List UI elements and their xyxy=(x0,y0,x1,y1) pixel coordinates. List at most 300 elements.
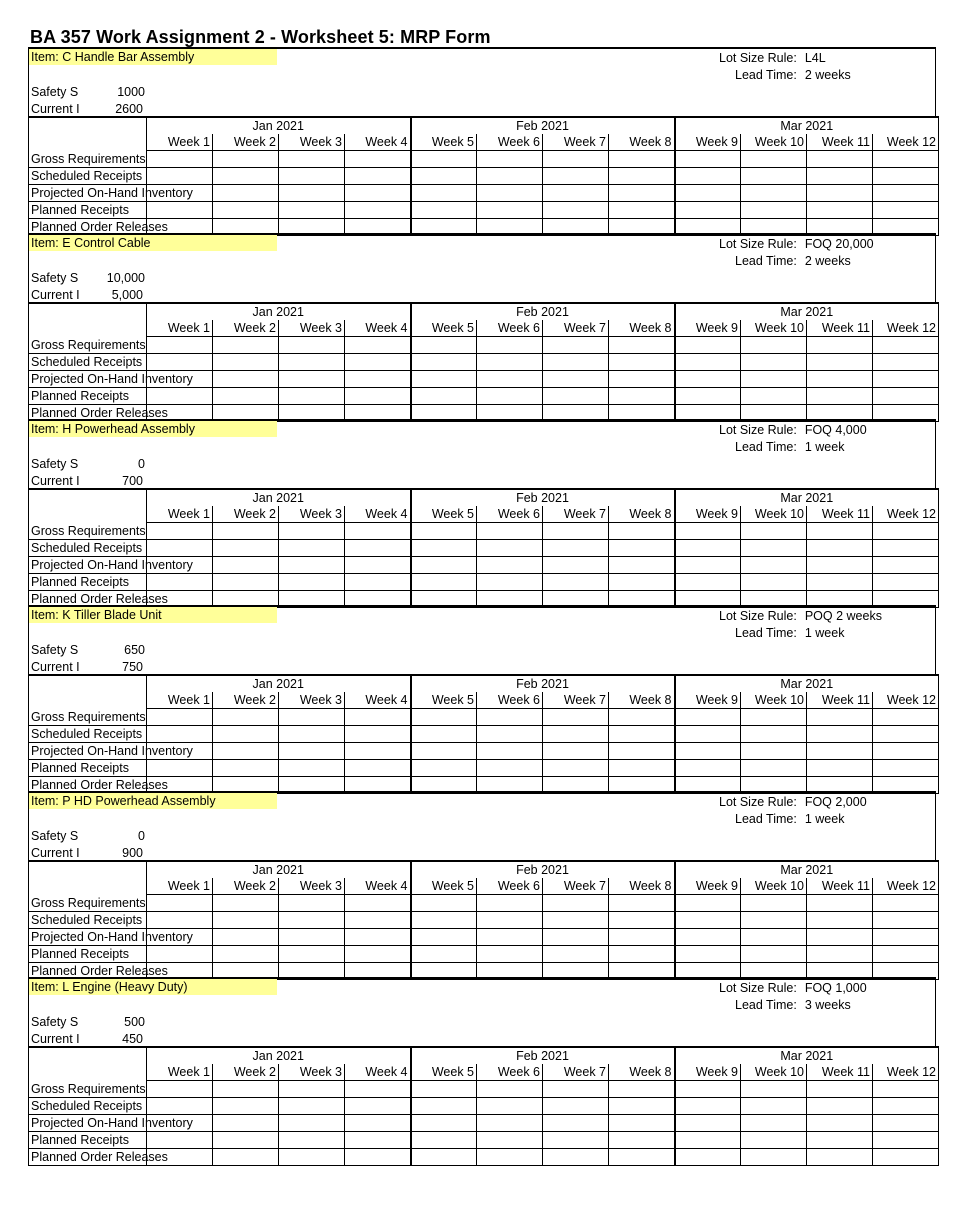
entry-cell[interactable] xyxy=(807,371,873,388)
entry-cell[interactable] xyxy=(477,929,543,946)
entry-cell[interactable] xyxy=(147,726,213,743)
entry-cell[interactable] xyxy=(411,1098,477,1115)
entry-cell[interactable] xyxy=(213,1149,279,1166)
entry-cell[interactable] xyxy=(477,1149,543,1166)
entry-cell[interactable] xyxy=(411,743,477,760)
entry-cell[interactable] xyxy=(543,946,609,963)
entry-cell[interactable] xyxy=(543,523,609,540)
entry-cell[interactable] xyxy=(741,168,807,185)
entry-cell[interactable] xyxy=(741,743,807,760)
entry-cell[interactable] xyxy=(675,388,741,405)
entry-cell[interactable] xyxy=(873,709,939,726)
entry-cell[interactable] xyxy=(609,185,675,202)
entry-cell[interactable] xyxy=(477,388,543,405)
entry-cell[interactable] xyxy=(609,337,675,354)
entry-cell[interactable] xyxy=(477,168,543,185)
entry-cell[interactable] xyxy=(477,557,543,574)
entry-cell[interactable] xyxy=(213,760,279,777)
entry-cell[interactable] xyxy=(741,354,807,371)
entry-cell[interactable] xyxy=(411,1081,477,1098)
entry-cell[interactable] xyxy=(675,540,741,557)
entry-cell[interactable] xyxy=(213,912,279,929)
entry-cell[interactable] xyxy=(543,151,609,168)
entry-cell[interactable] xyxy=(147,946,213,963)
entry-cell[interactable] xyxy=(213,202,279,219)
entry-cell[interactable] xyxy=(609,540,675,557)
entry-cell[interactable] xyxy=(213,726,279,743)
entry-cell[interactable] xyxy=(873,388,939,405)
entry-cell[interactable] xyxy=(741,709,807,726)
month-header: Mar 2021 xyxy=(675,489,939,506)
entry-cell[interactable] xyxy=(345,912,411,929)
entry-cell[interactable] xyxy=(345,760,411,777)
entry-cell[interactable] xyxy=(213,929,279,946)
entry-cell[interactable] xyxy=(807,168,873,185)
entry-cell[interactable] xyxy=(345,1081,411,1098)
entry-cell[interactable] xyxy=(741,540,807,557)
entry-cell[interactable] xyxy=(675,557,741,574)
entry-cell[interactable] xyxy=(807,726,873,743)
entry-cell[interactable] xyxy=(543,1115,609,1132)
entry-cell[interactable] xyxy=(213,168,279,185)
entry-cell[interactable] xyxy=(477,202,543,219)
entry-cell[interactable] xyxy=(279,1098,345,1115)
entry-cell[interactable] xyxy=(345,337,411,354)
entry-cell[interactable] xyxy=(675,1098,741,1115)
entry-cell[interactable] xyxy=(543,912,609,929)
entry-cell[interactable] xyxy=(543,1098,609,1115)
entry-cell[interactable] xyxy=(543,726,609,743)
entry-cell[interactable] xyxy=(147,151,213,168)
entry-cell[interactable] xyxy=(411,168,477,185)
entry-cell[interactable] xyxy=(345,185,411,202)
entry-cell[interactable] xyxy=(411,185,477,202)
entry-cell[interactable] xyxy=(345,743,411,760)
entry-cell[interactable] xyxy=(675,574,741,591)
entry-cell[interactable] xyxy=(675,946,741,963)
entry-cell[interactable] xyxy=(213,557,279,574)
entry-cell[interactable] xyxy=(609,168,675,185)
row-label: Planned Order Releases xyxy=(31,220,168,234)
entry-cell[interactable] xyxy=(213,1115,279,1132)
entry-cell[interactable] xyxy=(477,709,543,726)
entry-cell[interactable] xyxy=(477,1132,543,1149)
entry-cell[interactable] xyxy=(543,388,609,405)
entry-cell[interactable] xyxy=(741,929,807,946)
entry-cell[interactable] xyxy=(411,151,477,168)
entry-cell[interactable] xyxy=(741,557,807,574)
entry-cell[interactable] xyxy=(543,168,609,185)
entry-cell[interactable] xyxy=(147,1098,213,1115)
entry-cell[interactable] xyxy=(213,185,279,202)
entry-cell[interactable] xyxy=(477,1115,543,1132)
entry-cell[interactable] xyxy=(609,743,675,760)
entry-cell[interactable] xyxy=(873,371,939,388)
entry-cell[interactable] xyxy=(873,929,939,946)
entry-cell[interactable] xyxy=(807,337,873,354)
entry-cell[interactable] xyxy=(543,337,609,354)
entry-cell[interactable] xyxy=(873,557,939,574)
entry-cell[interactable] xyxy=(609,1132,675,1149)
entry-cell[interactable] xyxy=(147,337,213,354)
entry-cell[interactable] xyxy=(675,1132,741,1149)
entry-cell[interactable] xyxy=(147,523,213,540)
entry-cell[interactable] xyxy=(609,912,675,929)
entry-cell[interactable] xyxy=(147,1132,213,1149)
entry-cell[interactable] xyxy=(741,523,807,540)
entry-cell[interactable] xyxy=(279,540,345,557)
entry-cell[interactable] xyxy=(279,371,345,388)
entry-cell[interactable] xyxy=(213,1081,279,1098)
entry-cell[interactable] xyxy=(675,895,741,912)
entry-cell[interactable] xyxy=(279,185,345,202)
entry-cell[interactable] xyxy=(873,760,939,777)
entry-cell[interactable] xyxy=(675,151,741,168)
entry-cell[interactable] xyxy=(213,337,279,354)
week-header: Week 5 xyxy=(411,320,477,337)
entry-cell[interactable] xyxy=(411,895,477,912)
entry-cell[interactable] xyxy=(279,388,345,405)
entry-cell[interactable] xyxy=(873,912,939,929)
entry-cell[interactable] xyxy=(807,895,873,912)
entry-cell[interactable] xyxy=(543,540,609,557)
entry-cell[interactable] xyxy=(675,709,741,726)
entry-cell[interactable] xyxy=(807,1149,873,1166)
entry-cell[interactable] xyxy=(411,540,477,557)
entry-cell[interactable] xyxy=(279,337,345,354)
entry-cell[interactable] xyxy=(477,1098,543,1115)
entry-cell[interactable] xyxy=(543,557,609,574)
entry-cell[interactable] xyxy=(411,929,477,946)
entry-cell[interactable] xyxy=(609,929,675,946)
entry-cell[interactable] xyxy=(147,540,213,557)
entry-cell[interactable] xyxy=(147,574,213,591)
entry-cell[interactable] xyxy=(213,574,279,591)
entry-cell[interactable] xyxy=(741,388,807,405)
entry-cell[interactable] xyxy=(609,726,675,743)
entry-cell[interactable] xyxy=(807,1132,873,1149)
entry-cell[interactable] xyxy=(147,354,213,371)
entry-cell[interactable] xyxy=(411,574,477,591)
entry-cell[interactable] xyxy=(345,523,411,540)
entry-cell[interactable] xyxy=(741,1132,807,1149)
entry-cell[interactable] xyxy=(279,168,345,185)
entry-cell[interactable] xyxy=(873,354,939,371)
entry-cell[interactable] xyxy=(675,337,741,354)
entry-cell[interactable] xyxy=(609,895,675,912)
entry-cell[interactable] xyxy=(675,912,741,929)
entry-cell[interactable] xyxy=(873,337,939,354)
entry-cell[interactable] xyxy=(807,743,873,760)
entry-cell[interactable] xyxy=(345,202,411,219)
entry-cell[interactable] xyxy=(873,1098,939,1115)
entry-cell[interactable] xyxy=(279,946,345,963)
entry-cell[interactable] xyxy=(807,540,873,557)
entry-cell[interactable] xyxy=(873,1081,939,1098)
entry-cell[interactable] xyxy=(675,371,741,388)
entry-cell[interactable] xyxy=(411,1132,477,1149)
entry-cell[interactable] xyxy=(609,202,675,219)
entry-cell[interactable] xyxy=(213,743,279,760)
entry-cell[interactable] xyxy=(543,1149,609,1166)
entry-cell[interactable] xyxy=(213,523,279,540)
entry-cell[interactable] xyxy=(807,523,873,540)
entry-cell[interactable] xyxy=(807,912,873,929)
entry-cell[interactable] xyxy=(345,557,411,574)
entry-cell[interactable] xyxy=(147,760,213,777)
entry-cell[interactable] xyxy=(873,168,939,185)
entry-cell[interactable] xyxy=(345,946,411,963)
entry-cell[interactable] xyxy=(477,1081,543,1098)
entry-cell[interactable] xyxy=(543,1132,609,1149)
entry-cell[interactable] xyxy=(609,388,675,405)
entry-cell[interactable] xyxy=(675,1081,741,1098)
entry-cell[interactable] xyxy=(543,709,609,726)
entry-cell[interactable] xyxy=(411,388,477,405)
entry-cell[interactable] xyxy=(411,354,477,371)
entry-cell[interactable] xyxy=(675,1115,741,1132)
entry-cell[interactable] xyxy=(807,1081,873,1098)
entry-cell[interactable] xyxy=(411,709,477,726)
entry-cell[interactable] xyxy=(873,946,939,963)
entry-cell[interactable] xyxy=(741,1081,807,1098)
entry-cell[interactable] xyxy=(807,151,873,168)
entry-cell[interactable] xyxy=(873,895,939,912)
entry-cell[interactable] xyxy=(873,151,939,168)
entry-cell[interactable] xyxy=(741,760,807,777)
entry-cell[interactable] xyxy=(213,946,279,963)
entry-cell[interactable] xyxy=(213,540,279,557)
entry-cell[interactable] xyxy=(477,574,543,591)
lead-time-label: Lead Time: xyxy=(735,440,797,454)
entry-cell[interactable] xyxy=(213,895,279,912)
entry-cell[interactable] xyxy=(741,1149,807,1166)
entry-cell[interactable] xyxy=(741,371,807,388)
entry-cell[interactable] xyxy=(213,1098,279,1115)
entry-cell[interactable] xyxy=(279,929,345,946)
entry-cell[interactable] xyxy=(279,743,345,760)
entry-cell[interactable] xyxy=(345,371,411,388)
entry-cell[interactable] xyxy=(675,354,741,371)
entry-cell[interactable] xyxy=(609,1081,675,1098)
entry-cell[interactable] xyxy=(345,929,411,946)
entry-cell[interactable] xyxy=(345,726,411,743)
entry-cell[interactable] xyxy=(279,912,345,929)
entry-cell[interactable] xyxy=(279,1115,345,1132)
entry-cell[interactable] xyxy=(609,1098,675,1115)
entry-cell[interactable] xyxy=(675,523,741,540)
entry-cell[interactable] xyxy=(279,523,345,540)
entry-cell[interactable] xyxy=(147,168,213,185)
entry-cell[interactable] xyxy=(873,743,939,760)
entry-cell[interactable] xyxy=(807,354,873,371)
entry-cell[interactable] xyxy=(543,185,609,202)
entry-cell[interactable] xyxy=(411,946,477,963)
entry-cell[interactable] xyxy=(477,523,543,540)
entry-cell[interactable] xyxy=(477,540,543,557)
entry-cell[interactable] xyxy=(411,371,477,388)
entry-cell[interactable] xyxy=(477,726,543,743)
entry-cell[interactable] xyxy=(741,895,807,912)
entry-cell[interactable] xyxy=(543,743,609,760)
entry-cell[interactable] xyxy=(279,354,345,371)
entry-cell[interactable] xyxy=(741,574,807,591)
row-label-cell xyxy=(29,371,193,388)
entry-cell[interactable] xyxy=(411,202,477,219)
entry-cell[interactable] xyxy=(807,946,873,963)
entry-cell[interactable] xyxy=(741,1098,807,1115)
entry-cell[interactable] xyxy=(609,523,675,540)
entry-cell[interactable] xyxy=(741,151,807,168)
entry-cell[interactable] xyxy=(807,1115,873,1132)
entry-cell[interactable] xyxy=(873,185,939,202)
entry-cell[interactable] xyxy=(675,1149,741,1166)
entry-cell[interactable] xyxy=(543,929,609,946)
entry-cell[interactable] xyxy=(411,760,477,777)
entry-cell[interactable] xyxy=(279,557,345,574)
entry-cell[interactable] xyxy=(543,895,609,912)
entry-cell[interactable] xyxy=(807,185,873,202)
entry-cell[interactable] xyxy=(807,709,873,726)
entry-cell[interactable] xyxy=(345,1115,411,1132)
entry-cell[interactable] xyxy=(741,726,807,743)
entry-cell[interactable] xyxy=(345,1149,411,1166)
entry-cell[interactable] xyxy=(609,371,675,388)
entry-cell[interactable] xyxy=(345,168,411,185)
entry-cell[interactable] xyxy=(741,337,807,354)
entry-cell[interactable] xyxy=(477,743,543,760)
entry-cell[interactable] xyxy=(807,1098,873,1115)
entry-cell[interactable] xyxy=(609,946,675,963)
entry-cell[interactable] xyxy=(543,1081,609,1098)
entry-cell[interactable] xyxy=(279,1081,345,1098)
entry-cell[interactable] xyxy=(411,1115,477,1132)
entry-cell[interactable] xyxy=(279,760,345,777)
entry-cell[interactable] xyxy=(873,523,939,540)
entry-cell[interactable] xyxy=(213,151,279,168)
entry-cell[interactable] xyxy=(741,1115,807,1132)
entry-cell[interactable] xyxy=(807,202,873,219)
entry-cell[interactable] xyxy=(147,1081,213,1098)
entry-cell[interactable] xyxy=(741,202,807,219)
entry-cell[interactable] xyxy=(609,354,675,371)
entry-cell[interactable] xyxy=(213,709,279,726)
entry-cell[interactable] xyxy=(675,726,741,743)
entry-cell[interactable] xyxy=(147,709,213,726)
entry-cell[interactable] xyxy=(279,574,345,591)
entry-cell[interactable] xyxy=(345,1098,411,1115)
entry-cell[interactable] xyxy=(279,709,345,726)
entry-cell[interactable] xyxy=(807,574,873,591)
entry-cell[interactable] xyxy=(147,388,213,405)
entry-cell[interactable] xyxy=(279,202,345,219)
entry-cell[interactable] xyxy=(807,760,873,777)
entry-cell[interactable] xyxy=(411,337,477,354)
entry-cell[interactable] xyxy=(345,895,411,912)
entry-cell[interactable] xyxy=(609,760,675,777)
entry-cell[interactable] xyxy=(543,371,609,388)
entry-cell[interactable] xyxy=(279,1132,345,1149)
entry-cell[interactable] xyxy=(873,1149,939,1166)
entry-cell[interactable] xyxy=(279,726,345,743)
entry-cell[interactable] xyxy=(279,895,345,912)
entry-cell[interactable] xyxy=(873,1132,939,1149)
entry-cell[interactable] xyxy=(873,574,939,591)
entry-cell[interactable] xyxy=(411,557,477,574)
entry-cell[interactable] xyxy=(147,895,213,912)
entry-cell[interactable] xyxy=(807,557,873,574)
entry-cell[interactable] xyxy=(873,726,939,743)
entry-cell[interactable] xyxy=(411,726,477,743)
entry-cell[interactable] xyxy=(873,202,939,219)
entry-cell[interactable] xyxy=(411,912,477,929)
entry-cell[interactable] xyxy=(477,337,543,354)
entry-cell[interactable] xyxy=(675,202,741,219)
entry-cell[interactable] xyxy=(345,540,411,557)
entry-cell[interactable] xyxy=(345,1132,411,1149)
entry-cell[interactable] xyxy=(213,371,279,388)
entry-cell[interactable] xyxy=(411,523,477,540)
entry-cell[interactable] xyxy=(345,151,411,168)
entry-cell[interactable] xyxy=(345,354,411,371)
entry-cell[interactable] xyxy=(873,540,939,557)
entry-cell[interactable] xyxy=(609,1149,675,1166)
entry-cell[interactable] xyxy=(741,946,807,963)
entry-cell[interactable] xyxy=(675,168,741,185)
entry-cell[interactable] xyxy=(477,760,543,777)
entry-cell[interactable] xyxy=(345,388,411,405)
entry-cell[interactable] xyxy=(345,709,411,726)
entry-cell[interactable] xyxy=(477,946,543,963)
entry-cell[interactable] xyxy=(213,388,279,405)
entry-cell[interactable] xyxy=(279,1149,345,1166)
entry-cell[interactable] xyxy=(543,202,609,219)
entry-cell[interactable] xyxy=(543,574,609,591)
entry-cell[interactable] xyxy=(147,912,213,929)
entry-cell[interactable] xyxy=(609,1115,675,1132)
entry-cell[interactable] xyxy=(675,185,741,202)
entry-cell[interactable] xyxy=(411,1149,477,1166)
entry-cell[interactable] xyxy=(609,557,675,574)
entry-cell[interactable] xyxy=(213,354,279,371)
entry-cell[interactable] xyxy=(477,912,543,929)
entry-cell[interactable] xyxy=(609,709,675,726)
entry-cell[interactable] xyxy=(543,354,609,371)
entry-cell[interactable] xyxy=(741,912,807,929)
entry-cell[interactable] xyxy=(543,760,609,777)
entry-cell[interactable] xyxy=(213,1132,279,1149)
entry-cell[interactable] xyxy=(477,151,543,168)
entry-cell[interactable] xyxy=(873,1115,939,1132)
entry-cell[interactable] xyxy=(741,185,807,202)
entry-cell[interactable] xyxy=(147,202,213,219)
entry-cell[interactable] xyxy=(477,354,543,371)
entry-cell[interactable] xyxy=(609,151,675,168)
entry-cell[interactable] xyxy=(279,151,345,168)
entry-cell[interactable] xyxy=(807,388,873,405)
entry-cell[interactable] xyxy=(675,929,741,946)
safety-stock-value: 1000 xyxy=(117,85,145,99)
entry-cell[interactable] xyxy=(807,929,873,946)
entry-cell[interactable] xyxy=(477,185,543,202)
entry-cell[interactable] xyxy=(675,743,741,760)
lot-size-rule-label: Lot Size Rule: xyxy=(719,237,797,251)
entry-cell[interactable] xyxy=(477,895,543,912)
entry-cell[interactable] xyxy=(345,574,411,591)
entry-cell[interactable] xyxy=(675,760,741,777)
entry-cell[interactable] xyxy=(477,371,543,388)
entry-cell[interactable] xyxy=(609,574,675,591)
